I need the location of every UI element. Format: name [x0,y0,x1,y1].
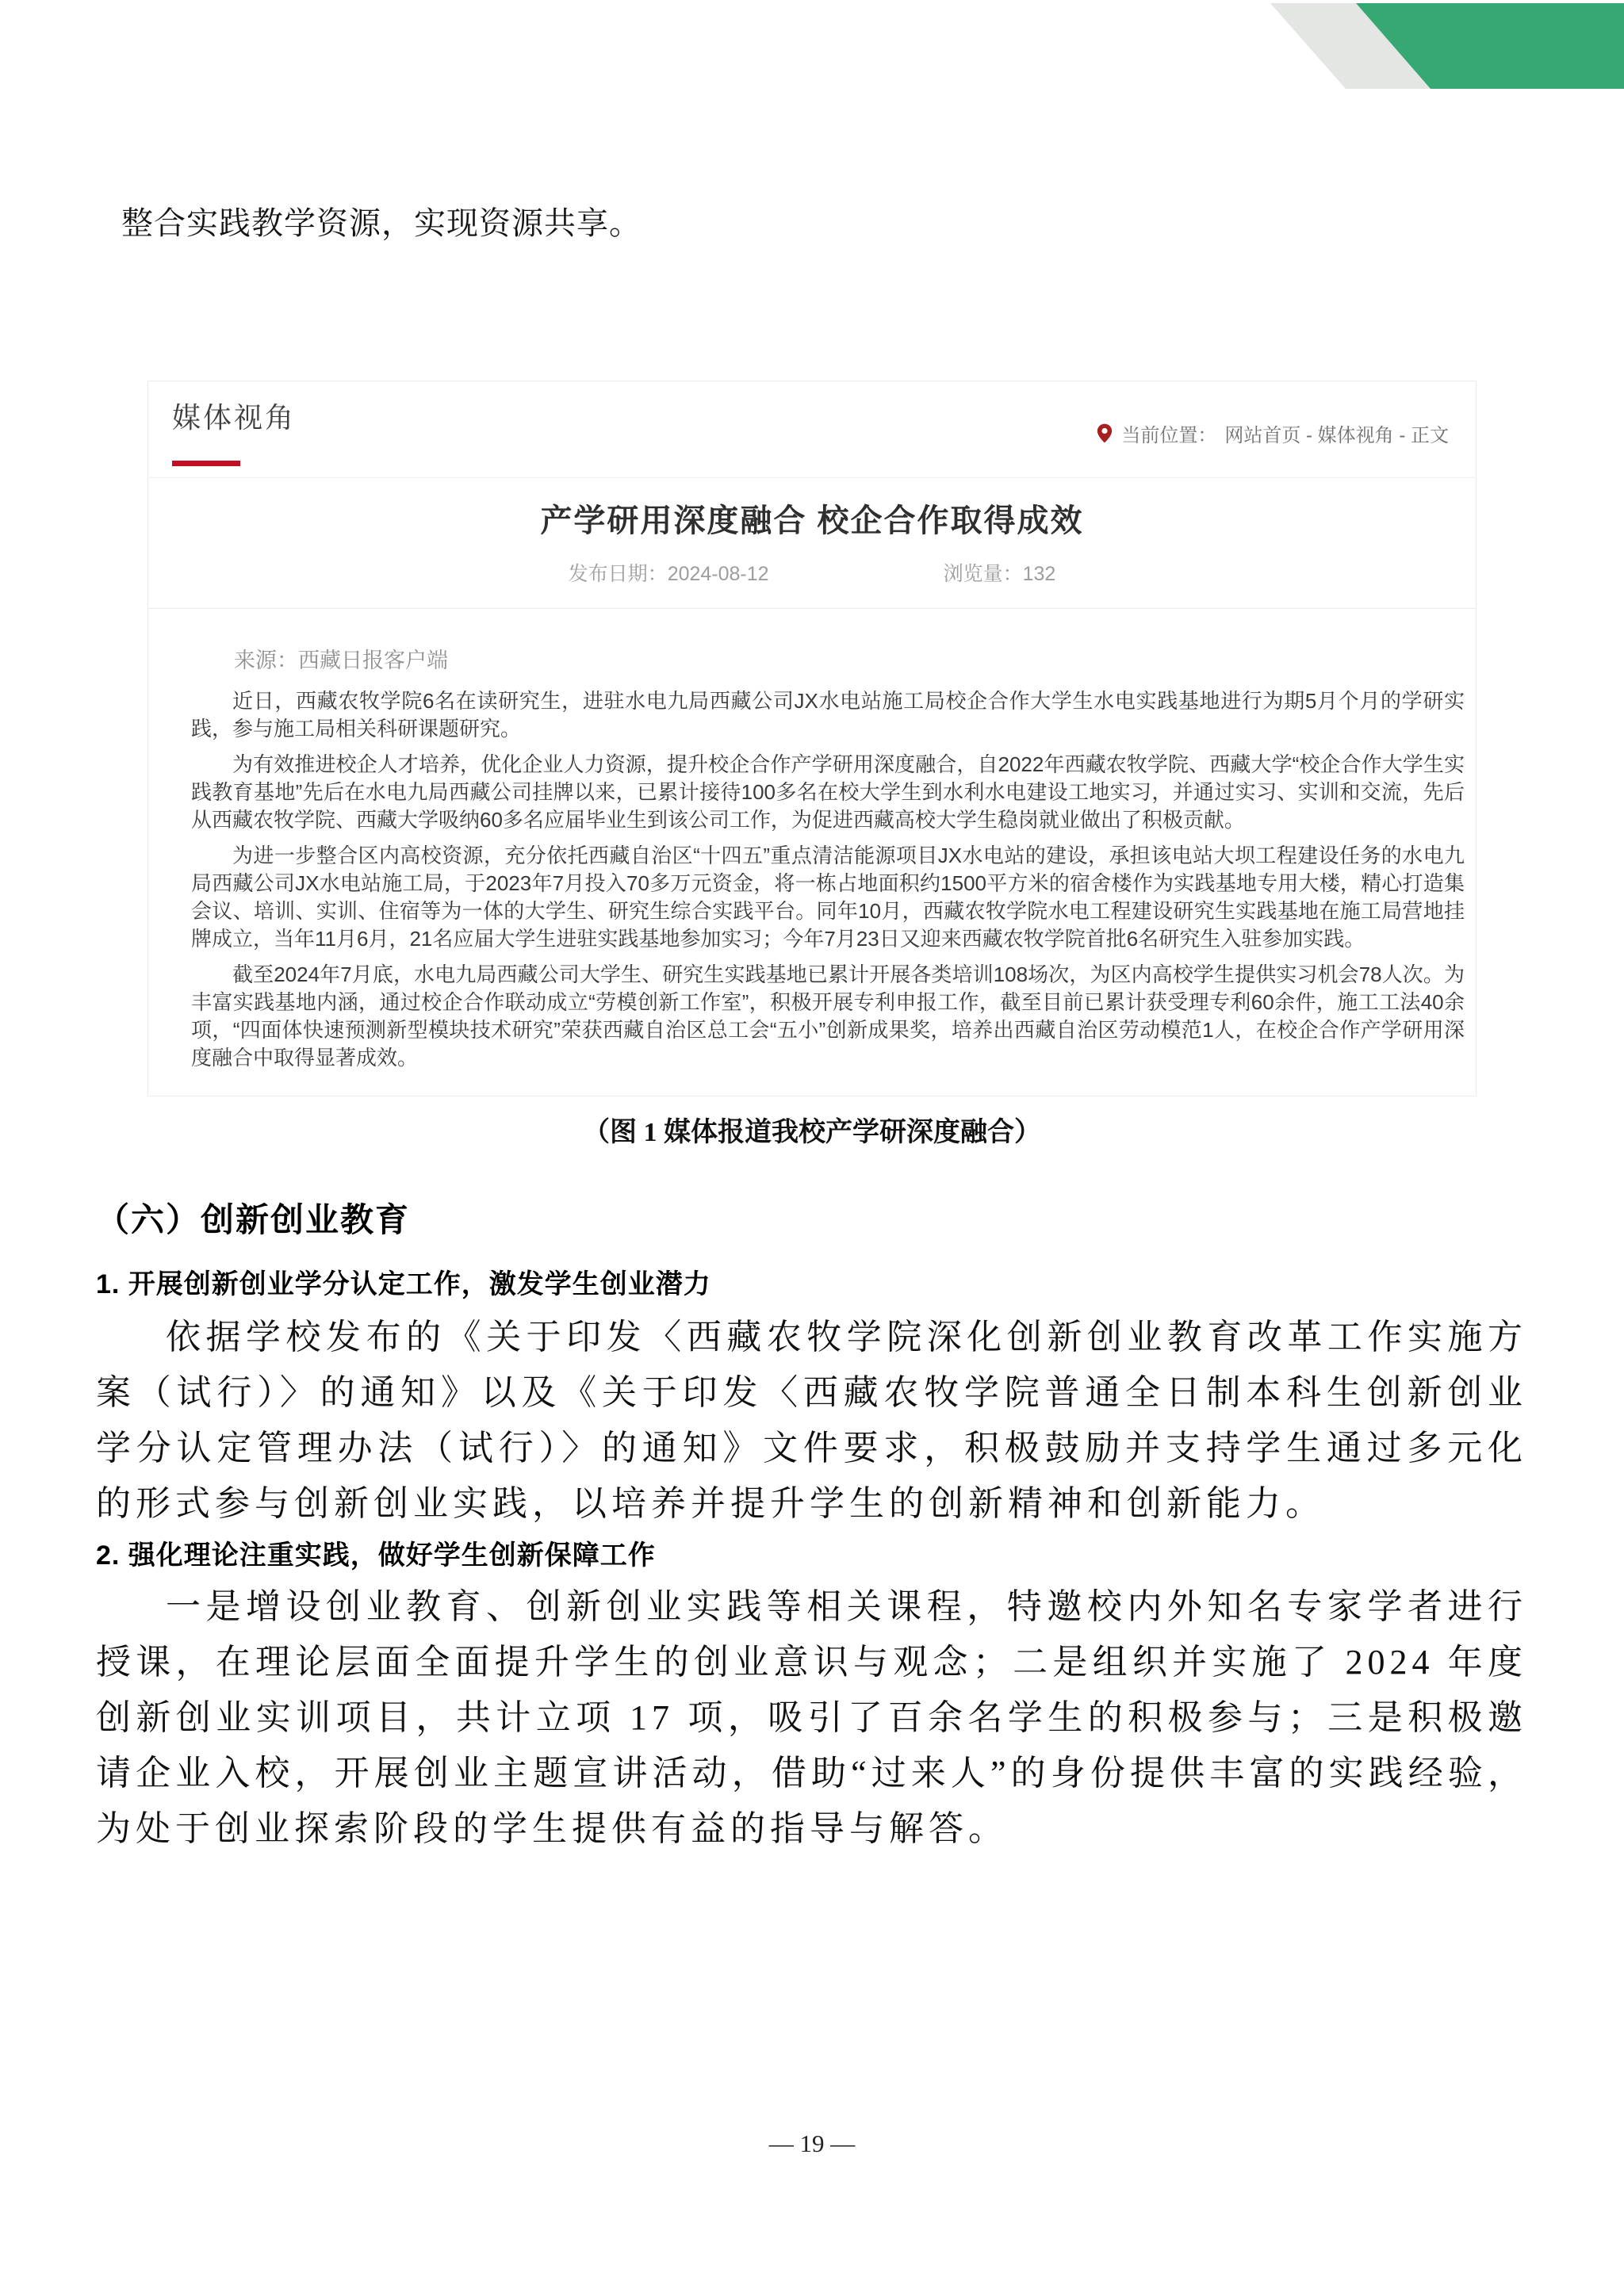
view-count-label: 浏览量： [943,563,1023,585]
article-paragraph-3: 为进一步整合区内高校资源，充分依托西藏自治区“十四五”重点清洁能源项目JX水电站的建设，承担该电站大坝工程建设任务的水电九局西藏公司JX水电站施工局，于2023年7月投入70多万元资金，将一栋占地面积约1500平方米的宿舍楼作为实践基地专用大楼，精心打造集会议、培训、实训、住宿等为一体的大学生、研究生综合实践平台。同年10月，西藏农牧学院水电工程建设研究生实践基地在施工局营地挂牌成立，当年11月6月，21名应届大学生进驻实践基地参加实习；今年7月23日又迎来西藏农牧学院首批6名研究生入驻参加实践。 [191,844,1465,951]
article-source: 来源：西藏日报客户端 [234,649,448,672]
subsection-heading-1: 1. 开展创新创业学分认定工作，激发学生创业潜力 [96,1269,711,1299]
article-title-block [148,478,1476,609]
view-count [944,561,1056,587]
document-body [96,1265,1527,1857]
view-count-value: 132 [1022,563,1056,585]
article-title: 产学研用深度融合 校企合作取得成效 [540,503,1084,538]
publish-date-value: 2024-08-12 [667,563,769,585]
figure-caption: （图 1 媒体报道我校产学研深度融合） [583,1118,1041,1147]
section-heading: （六）创新创业教育 [96,1201,411,1238]
media-card-header [148,381,1476,478]
media-article-screenshot [147,381,1477,1096]
media-section-title: 媒体视角 [172,401,297,434]
page-number: — 19 — [768,2130,856,2157]
subsection-body-1: 依据学校发布的《关于印发〈西藏农牧学院深化创新创业教育改革工作实施方案（试行）〉的通知》以及《关于印发〈西藏农牧学院普通全日制本科生创新创业学分认定管理办法（试行）〉的通知》文件要求，积极鼓励并支持学生通过多元化的形式参与创新创业实践，以培养并提升学生的创新精神和创新能力。 [96,1318,1527,1523]
subsection-heading-2: 2. 强化理论注重实践，做好学生创新保障工作 [96,1540,656,1571]
intro-text: 整合实践教学资源，实现资源共享。 [121,205,642,241]
article-paragraph-2: 为有效推进校企人才培养，优化企业人力资源，提升校企合作产学研用深度融合，自2022年西藏农牧学院、西藏大学“校企合作大学生实践教育基地”先后在水电九局西藏公司挂牌以来，已累计接待100多名在校大学生到水利水电建设工地实习，并通过实习、实训和交流，先后从西藏农牧学院、西藏大学吸纳60多名应届毕业生到该公司工作，为促进西藏高校大学生稳岗就业做出了积极贡献。 [191,752,1465,832]
breadcrumb [1096,419,1449,447]
publish-date-label: 发布日期： [568,563,668,585]
publish-date [569,561,769,587]
breadcrumb-trail[interactable]: 网站首页 - 媒体视角 - 正文 [1224,425,1449,446]
article-body [148,609,1476,1096]
subsection-body-2: 一是增设创业教育、创新创业实践等相关课程，特邀校内外知名专家学者进行授课，在理论层面全面提升学生的创业意识与观念；二是组织并实施了 2024 年度创新创业实训项目，共计立项 17 项，吸引了百余名学生的积极参与；三是积极邀请企业入校，开展创业主题宣讲活动，借助“过来人”的身份提供丰富的实践经验，为处于创业探索阶段的学生提供有益的指导与解答。 [96,1587,1527,1848]
section-title-underline [172,461,240,466]
article-meta-row [164,561,1460,587]
article-paragraph-4: 截至2024年7月底，水电九局西藏公司大学生、研究生实践基地已累计开展各类培训108场次，为区内高校学生提供实习机会78人次。为丰富实践基地内涵，通过校企合作联动成立“劳模创新工作室”，积极开展专利申报工作，截至目前已累计获受理专利60余件，施工工法40余项，“四面体快速预测新型模块技术研究”荣获西藏自治区总工会“五小”创新成果奖，培养出西藏自治区劳动模范1人，在校企合作产学研用深度融合中取得显著成效。 [191,962,1465,1070]
article-paragraph-1: 近日，西藏农牧学院6名在读研究生，进驻水电九局西藏公司JX水电站施工局校企合作大学生水电实践基地进行为期5月个月的学研实践，参与施工局相关科研课题研究。 [191,689,1465,740]
location-pin-icon [1096,423,1113,444]
breadcrumb-label: 当前位置： [1121,425,1217,446]
